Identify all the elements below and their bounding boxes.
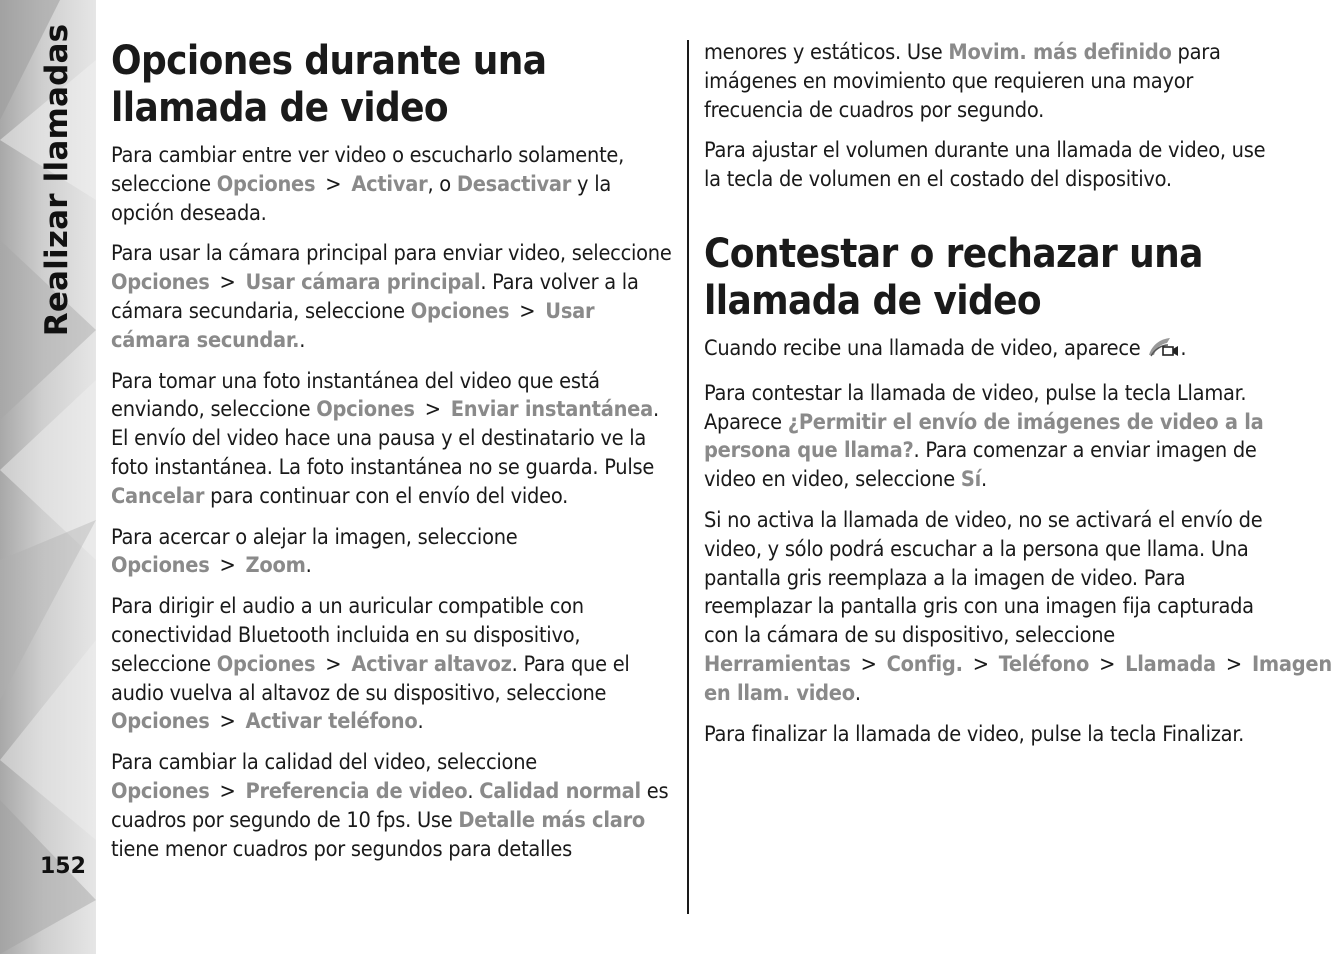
text: . (467, 778, 480, 804)
menu-option: Calidad normal (479, 778, 641, 804)
text: menores y estáticos. Use (704, 40, 949, 65)
text: . (305, 553, 312, 579)
menu-option: Cancelar (111, 483, 205, 509)
text: Para tomar una foto instantánea del video que está enviando, seleccione (111, 368, 600, 423)
column-divider (687, 40, 689, 914)
prompt-text: ¿Permitir el envío de imágenes de video a la persona que llama? (704, 409, 1264, 464)
text: Si no activa la llamada de video, no se activará el envío de video, y sólo podrá escuchar a la persona que llama. Una pantalla gris reemplaza a la imagen de video. Para reemplazar la pantalla gris con una imagen fija capturada con la cámara de su dispositivo, seleccione (704, 507, 1263, 649)
menu-option: Sí (960, 467, 982, 493)
text: para continuar con el envío del video. (204, 483, 569, 509)
menu-option: Config. (886, 651, 963, 677)
paragraph-snapshot (111, 368, 673, 512)
menu-option: Desactivar (456, 171, 572, 197)
menu-separator: > (219, 270, 236, 296)
text: , o (427, 171, 457, 197)
paragraph-answer (704, 380, 1266, 495)
menu-option: Activar (351, 171, 428, 197)
text: . Para que el audio vuelva al altavoz de su dispositivo, seleccione (111, 651, 630, 706)
paragraph-incoming (704, 335, 1266, 368)
menu-option: Opciones (111, 778, 210, 804)
section-title: Realizar llamadas (39, 23, 75, 337)
menu-option: Movim. más definido (948, 40, 1172, 65)
text: Para acercar o alejar la imagen, seleccione (111, 524, 518, 550)
paragraph-volume: Para ajustar el volumen durante una llamada de video, use la tecla de volumen en el costado del dispositivo. (704, 138, 1266, 193)
paragraph-switch-video (111, 142, 673, 228)
menu-option: Opciones (410, 298, 510, 324)
text: Para dirigir el audio a un auricular compatible con conectividad Bluetooth incluida en su dispositivo, seleccione (111, 594, 584, 677)
menu-option: Zoom (245, 553, 306, 579)
menu-option: Detalle más claro (458, 807, 646, 833)
paragraph-grey-screen (704, 507, 1332, 709)
text: Para usar la cámara principal para enviar video, seleccione (111, 241, 672, 267)
menu-option: Llamada (1125, 651, 1216, 677)
menu-option: Opciones (316, 397, 415, 423)
video-call-icon (1146, 335, 1180, 368)
text: . Para volver a la cámara secundaria, seleccione (111, 270, 639, 324)
menu-separator: > (325, 651, 342, 677)
right-column (704, 39, 1332, 761)
menu-option: Opciones (216, 651, 316, 677)
menu-option: Herramientas (704, 651, 851, 677)
menu-separator: > (1099, 651, 1116, 677)
menu-separator: > (219, 778, 236, 804)
menu-option: Opciones (111, 270, 210, 296)
text: y la opción deseada. (111, 171, 612, 226)
text: Para cambiar la calidad del video, seleccione (111, 750, 537, 776)
left-column (111, 38, 673, 876)
text: . El envío del video hace una pausa y el destinatario ve la foto instantánea. La foto instantánea no se guarda. Pulse (111, 397, 659, 480)
heading-video-call-options: Opciones durante una llamada de video (111, 38, 547, 131)
text: Cuando recibe una llamada de video, aparece (704, 335, 1147, 361)
text: . (299, 327, 306, 353)
paragraph-camera (111, 240, 673, 355)
menu-option: Opciones (111, 709, 210, 735)
menu-separator: > (1225, 651, 1242, 677)
sidebar (0, 0, 96, 954)
text: . Para comenzar a enviar imagen de video en video, seleccione (704, 438, 1257, 493)
paragraph-quality (111, 749, 673, 864)
text: . (1180, 335, 1187, 361)
text: tiene menor cuadros por segundos para detalles (111, 836, 572, 862)
menu-option: Activar altavoz (351, 651, 512, 677)
paragraph-end-call: Para finalizar la llamada de video, pulse la tecla Finalizar. (704, 721, 1244, 747)
menu-option: Preferencia de video (245, 778, 468, 804)
text: . (981, 467, 987, 493)
paragraph-audio (111, 593, 673, 737)
page-number: 152 (40, 854, 86, 879)
menu-option: Imagen en llam. video (704, 651, 1332, 706)
text: . (417, 709, 424, 735)
text: para imágenes en movimiento que requieren una mayor frecuencia de cuadros por segundo. (704, 40, 1221, 123)
menu-option: Teléfono (998, 651, 1090, 677)
text: es cuadros por segundo de 10 fps. Use (111, 778, 669, 833)
paragraph-quality-continued (704, 39, 1266, 125)
menu-separator: > (519, 298, 536, 324)
menu-separator: > (972, 651, 989, 677)
menu-option: Opciones (111, 553, 210, 579)
menu-separator: > (860, 651, 877, 677)
menu-option: Enviar instantánea (450, 397, 653, 423)
paragraph-zoom (111, 524, 673, 582)
text: Para cambiar entre ver video o escucharlo solamente, seleccione (111, 143, 625, 197)
text: Para contestar la llamada de video, pulse la tecla Llamar. Aparece (704, 380, 1247, 435)
menu-separator: > (424, 397, 441, 423)
menu-option: Opciones (216, 171, 316, 197)
menu-separator: > (219, 553, 236, 579)
menu-option: Usar cámara secundar. (111, 298, 595, 353)
text: . (854, 680, 861, 706)
menu-option: Usar cámara principal (245, 270, 481, 296)
menu-option: Activar teléfono (245, 709, 418, 735)
menu-separator: > (325, 171, 342, 197)
heading-answer-reject: Contestar o rechazar una llamada de video (704, 230, 1203, 324)
menu-separator: > (219, 709, 236, 735)
